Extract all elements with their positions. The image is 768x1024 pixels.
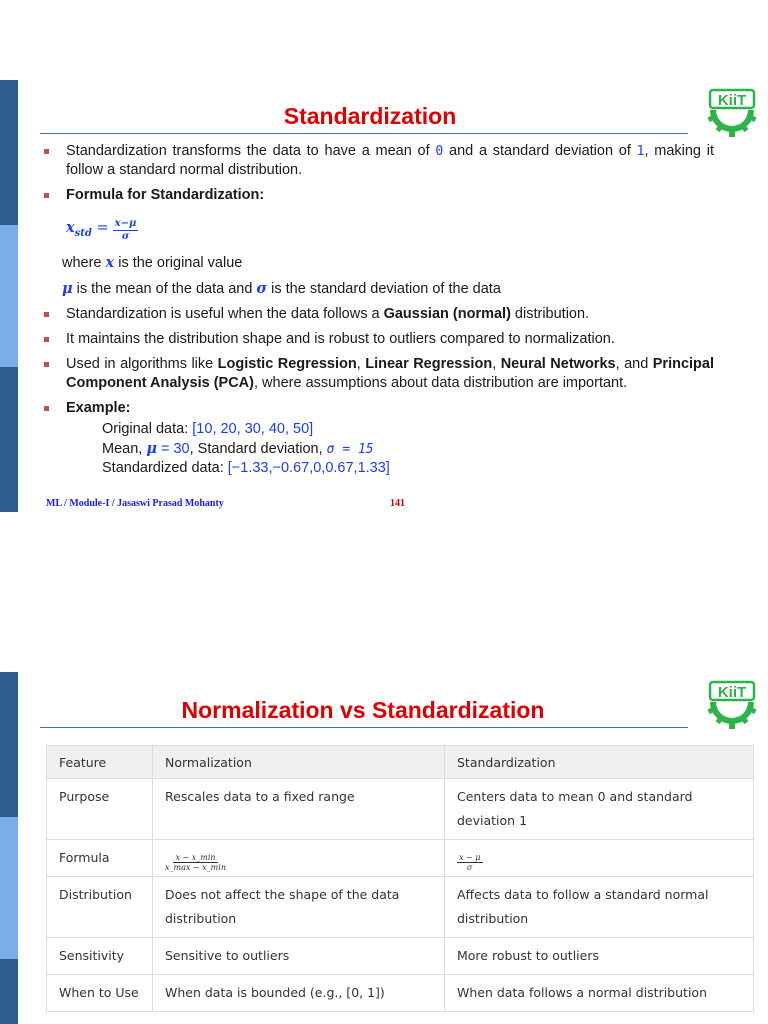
- formula: $x_{std}$ = $\frac{x-\mu}{\sigma}$: [66, 217, 137, 242]
- bullet-item: Standardization transforms the data to have a mean of 0 and a standard deviation of 1, making it follow a standard normal distribution.: [44, 142, 714, 180]
- sidebar-segment: [0, 672, 18, 817]
- table-row: [47, 840, 754, 877]
- slide-normalization-vs-standardization: [0, 672, 768, 1024]
- formula-description: where x is the original value: [62, 254, 243, 271]
- table-row: [47, 877, 754, 938]
- logo-text: KiiT: [717, 684, 747, 701]
- slide-standardization: [0, 80, 768, 512]
- sidebar-segment: [0, 959, 18, 1024]
- page-number: 141: [390, 498, 405, 509]
- normalization-cell: Rescales data to a fixed range: [153, 779, 445, 840]
- slide-title: Standardization: [283, 103, 457, 129]
- example-line: Original data: [10, 20, 30, 40, 50]: [102, 421, 314, 437]
- feature-cell: Sensitivity: [47, 938, 153, 975]
- kiit-logo-icon: [702, 88, 762, 146]
- sidebar-segment: [0, 225, 18, 367]
- normalization-formula-cell: x − x_min x_max − x_min: [153, 840, 445, 877]
- standardization-cell: When data follows a normal distribution: [445, 975, 754, 1012]
- sidebar-segment: [0, 80, 18, 225]
- kiit-logo-icon: [702, 680, 762, 738]
- logo-text: KiiT: [717, 92, 747, 109]
- footer-author: ML / Module-I / Jasaswi Prasad Mohanty: [46, 498, 224, 509]
- example-line: Mean, μ = 30, Standard deviation, σ = 15: [102, 440, 374, 457]
- column-header: Feature: [47, 746, 153, 779]
- table-row: [47, 975, 754, 1012]
- example-line: Standardized data: [−1.33,−0.67,0,0.67,1.33]: [102, 460, 390, 476]
- table-row: [47, 779, 754, 840]
- standardization-cell: Affects data to follow a standard normal distribution: [445, 877, 754, 938]
- title-divider: [40, 727, 688, 728]
- bullet-item: It maintains the distribution shape and is robust to outliers compared to normalization.: [44, 330, 714, 349]
- bullet-item: Used in algorithms like Logistic Regression, Linear Regression, Neural Networks, and Principal Component Analysis (PCA), where assumptions about data distribution are important.: [44, 355, 714, 393]
- bullet-list: [44, 142, 714, 478]
- sidebar-segment: [0, 817, 18, 959]
- normalization-cell: When data is bounded (e.g., [0, 1]): [153, 975, 445, 1012]
- feature-cell: Distribution: [47, 877, 153, 938]
- title-divider: [40, 133, 688, 134]
- bullet-item: Formula for Standardization:: [44, 186, 714, 205]
- standardization-cell: More robust to outliers: [445, 938, 754, 975]
- table-row: [47, 938, 754, 975]
- feature-cell: Purpose: [47, 779, 153, 840]
- feature-cell: Formula: [47, 840, 153, 877]
- sidebar-segment: [0, 367, 18, 512]
- slide-sidebar: [0, 672, 18, 1024]
- formula-description: μ is the mean of the data and σ is the standard deviation of the data: [62, 280, 501, 297]
- comparison-table: [46, 745, 754, 1012]
- column-header: Normalization: [153, 746, 445, 779]
- normalization-cell: Does not affect the shape of the data distribution: [153, 877, 445, 938]
- slide-title: Normalization vs Standardization: [181, 697, 545, 723]
- bullet-item: Example:: [44, 399, 714, 418]
- column-header: Standardization: [445, 746, 754, 779]
- standardization-formula-cell: $\frac{x - \mu}{\sigma}$: [445, 840, 754, 877]
- standardization-cell: Centers data to mean 0 and standard deviation 1: [445, 779, 754, 840]
- table-header-row: [47, 746, 754, 779]
- feature-cell: When to Use: [47, 975, 153, 1012]
- bullet-item: Standardization is useful when the data follows a Gaussian (normal) distribution.: [44, 305, 714, 324]
- slide-sidebar: [0, 80, 18, 512]
- normalization-cell: Sensitive to outliers: [153, 938, 445, 975]
